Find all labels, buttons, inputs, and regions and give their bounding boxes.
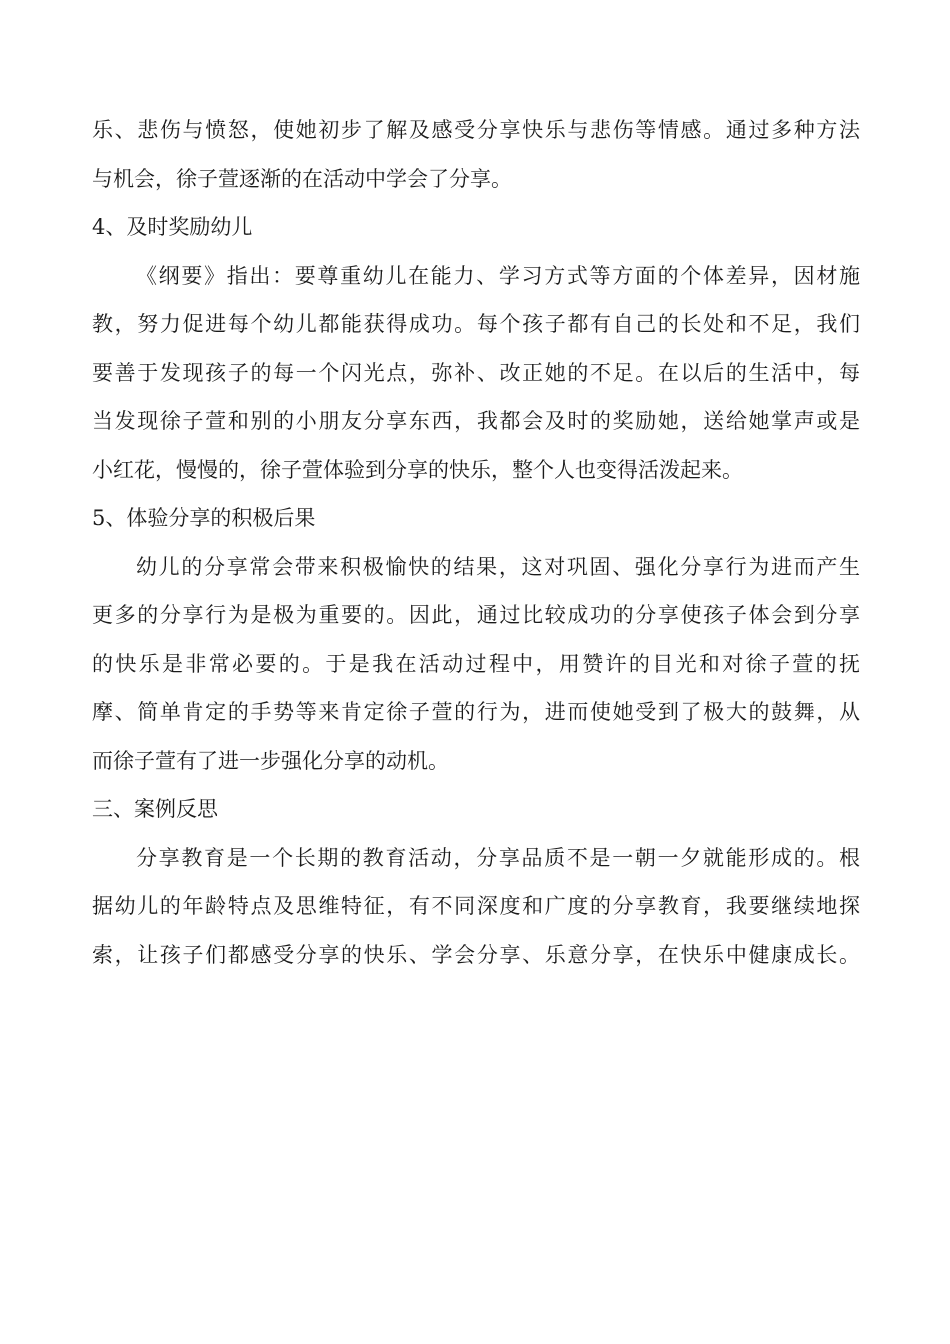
paragraph-line: 据幼儿的年龄特点及思维特征，有不同深度和广度的分享教育，我要继续地探 <box>92 894 860 918</box>
paragraph-line: 摩、简单肯定的手势等来肯定徐子萱的行为，进而使她受到了极大的鼓舞，从 <box>92 700 860 724</box>
paragraph-line: 小红花，慢慢的，徐子萱体验到分享的快乐，整个人也变得活泼起来。 <box>92 457 743 482</box>
paragraph-line: 幼儿的分享常会带来积极愉快的结果，这对巩固、强化分享行为进而产生 <box>136 554 860 579</box>
paragraph-line: 《纲要》指出：要尊重幼儿在能力、学习方式等方面的个体差异，因材施 <box>136 263 860 288</box>
paragraph-line: 乐、悲伤与愤怒，使她初步了解及感受分享快乐与悲伤等情感。通过多种方法 <box>92 118 860 142</box>
paragraph-line: 分享教育是一个长期的教育活动，分享品质不是一朝一夕就能形成的。根 <box>136 845 860 870</box>
paragraph-line: 要善于发现孩子的每一个闪光点，弥补、改正她的不足。在以后的生活中，每 <box>92 360 860 385</box>
section-heading: 三、案例反思 <box>92 797 218 821</box>
paragraph-line: 更多的分享行为是极为重要的。因此，通过比较成功的分享使孩子体会到分享 <box>92 603 860 627</box>
document-body <box>92 106 860 979</box>
section-heading: 4、及时奖励幼儿 <box>92 215 253 239</box>
paragraph-line: 当发现徐子萱和别的小朋友分享东西，我都会及时的奖励她，送给她掌声或是 <box>92 409 860 433</box>
paragraph-line: 而徐子萱有了进一步强化分享的动机。 <box>92 748 449 773</box>
paragraph-line: 的快乐是非常必要的。于是我在活动过程中，用赞许的目光和对徐子萱的抚 <box>92 651 860 676</box>
paragraph-line: 索，让孩子们都感受分享的快乐、学会分享、乐意分享，在快乐中健康成长。 <box>92 942 860 967</box>
paragraph-line: 与机会，徐子萱逐渐的在活动中学会了分享。 <box>92 166 512 191</box>
section-heading: 5、体验分享的积极后果 <box>92 506 316 530</box>
paragraph-line: 教，努力促进每个幼儿都能获得成功。每个孩子都有自己的长处和不足，我们 <box>92 312 860 336</box>
